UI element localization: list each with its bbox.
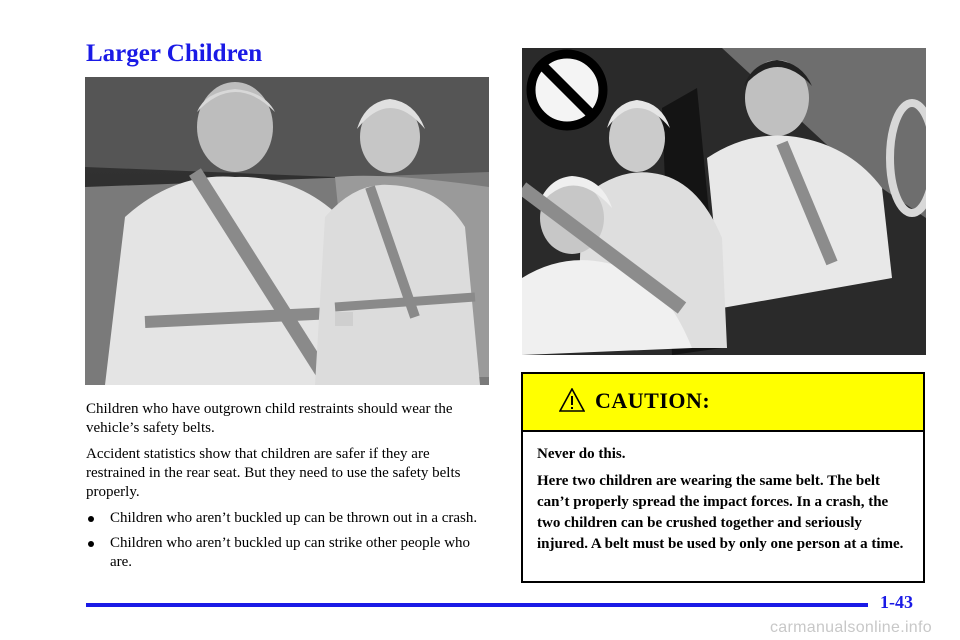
- page-number: 1-43: [880, 592, 913, 612]
- watermark: carmanualsonline.info: [770, 619, 932, 636]
- caution-body: [523, 432, 923, 555]
- statistics-paragraph: Accident statistics show that children are safer if they are restrained in the rear seat. But they need to use the safety belts properly.: [86, 446, 461, 500]
- body-text: [86, 400, 481, 578]
- rear-seat-children-belted-illustration: [85, 77, 489, 385]
- list-item-text: Children who aren’t buckled up can strike other people who are.: [110, 535, 471, 570]
- list-item-text: Children who aren’t buckled up can be thrown out in a crash.: [110, 510, 478, 526]
- caution-box: [521, 372, 925, 583]
- list-item: [86, 534, 481, 572]
- list-item: [86, 509, 481, 528]
- caution-line-2: Here two children are wearing the same belt. The belt can’t properly spread the impact forces. In a crash, the two children can be crushed together and seriously injured. A belt must be used by only one person at a time.: [537, 473, 904, 552]
- bullet-icon: [88, 516, 94, 522]
- intro-paragraph: Children who have outgrown child restraints should wear the vehicle’s safety belts.: [86, 401, 453, 436]
- children-sharing-belt-prohibited-illustration: [522, 48, 926, 355]
- bullet-list: [86, 509, 481, 572]
- footer-divider: [86, 603, 868, 607]
- warning-triangle-icon: [559, 388, 585, 412]
- caution-header: [523, 374, 923, 432]
- no-symbol-icon: [531, 54, 603, 126]
- page-title: Larger Children: [86, 40, 263, 67]
- caution-label: CAUTION:: [595, 388, 711, 413]
- bullet-icon: [88, 541, 94, 547]
- caution-line-1: Never do this.: [537, 446, 626, 462]
